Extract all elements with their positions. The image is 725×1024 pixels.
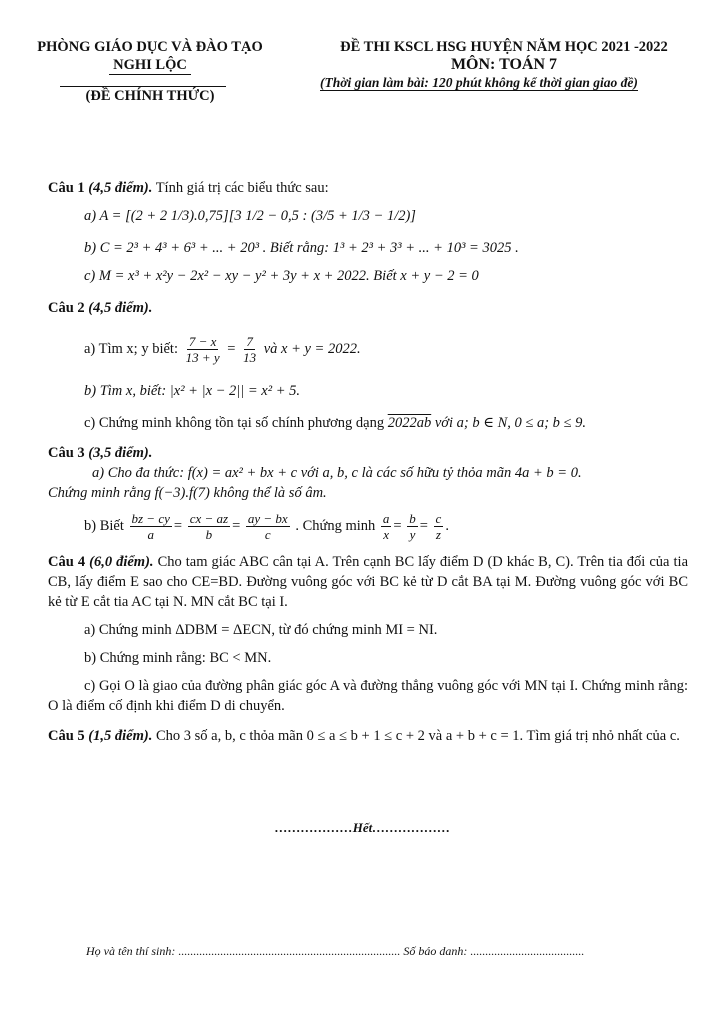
question-1c: c) M = x³ + x²y − 2x² − xy − y² + 3y + x + 2022. Biết x + y − 2 = 0 (84, 268, 479, 284)
fraction: $\frac{a}{x}$ (382, 511, 390, 542)
question-1a: a) A = [(2 + 2 1/3).0,75][3 1/2 − 0,5 : (3/5 + 1/3 − 1/2)] (84, 208, 416, 224)
department-header (20, 38, 280, 105)
fraction: $\frac{b}{y}$ (409, 511, 416, 542)
exam-header (298, 38, 710, 92)
question-3-heading: Câu 3 (3,5 điểm). (48, 445, 153, 461)
question-2-heading: Câu 2 (4,5 điểm). (48, 300, 153, 316)
question-5: Câu 5 (1,5 điểm). Cho 3 số a, b, c thỏa mãn 0 ≤ a ≤ b + 1 ≤ c + 2 và a + b + c = 1. Tìm giá trị nhỏ nhất của c. (48, 728, 680, 744)
question-4-intro: Câu 4 (6,0 điểm). Cho tam giác ABC cân tại A. Trên cạnh BC lấy điểm D (D khác B, C). Trên tia đối của tia CB, lấy điểm E sao cho CE=BD. Đường vuông góc với BC kẻ từ D cắt BA tại M. Đường vuông góc với BC kẻ từ E cắt tia AC tại N. MN cắt BC tại I. (48, 554, 689, 610)
candidate-footer (86, 944, 676, 959)
candidate-name-label: Họ và tên thí sinh: .......................................................................... (86, 944, 401, 958)
question-3b: b) Biết $\frac{bz - cy}{a}$ = $\frac{cx - az}{b}$ = $\frac{ay - bx}{c}$ . Chứng minh $\frac{a}{x}$ = $\frac{b}{y}$ = $\frac{c}{z}$ . (84, 511, 449, 542)
fraction: $\frac{ay - bx}{c}$ (247, 511, 288, 542)
question-1-heading: Câu 1 (4,5 điểm). Tính giá trị các biểu thức sau: (48, 180, 329, 196)
fraction: $\frac{cx - az}{b}$ (189, 511, 229, 542)
department-name: PHÒNG GIÁO DỤC VÀ ĐÀO TẠO (37, 39, 263, 55)
fraction: $\frac{7 - x}{13 + y}$ (185, 334, 220, 365)
question-4a: a) Chứng minh ΔDBM = ΔECN, từ đó chứng minh MI = NI. (84, 622, 438, 638)
question-2b: b) Tìm x, biết: |x² + |x − 2|| = x² + 5. (84, 383, 300, 399)
official-label: (ĐỀ CHÍNH THỨC) (85, 88, 215, 104)
question-2c: c) Chứng minh không tồn tại số chính phương dạng 2022ab với a; b ∈ N, 0 ≤ a; b ≤ 9. (84, 415, 587, 431)
question-4c: c) Gọi O là giao của đường phân giác góc A và đường thẳng vuông góc với MN tại I. Chứng minh rằng: O là điểm cố định khi điểm D di chuyển. (48, 678, 688, 714)
question-4b: b) Chứng minh rằng: BC < MN. (84, 650, 272, 666)
exam-title: ĐỀ THI KSCL HSG HUYỆN NĂM HỌC 2021 -2022 (340, 39, 668, 55)
fraction: $\frac{7}{13}$ (243, 334, 257, 365)
exam-content (48, 178, 688, 746)
question-1b: b) C = 2³ + 4³ + 6³ + ... + 20³ . Biết rằng: 1³ + 2³ + 3³ + ... + 10³ = 3025 . (84, 240, 519, 256)
question-3a-line1: a) Cho đa thức: f(x) = ax² + bx + c với a, b, c là các số hữu tỷ thỏa mãn 4a + b = 0. (92, 465, 582, 481)
fraction: $\frac{bz - cy}{a}$ (131, 511, 170, 542)
question-3a-line2: Chứng minh rằng f(−3).f(7) không thể là số âm. (48, 485, 327, 501)
exam-time-note: (Thời gian làm bài: 120 phút không kể thời gian giao đề) (320, 75, 638, 90)
exam-subject: MÔN: TOÁN 7 (450, 56, 558, 73)
end-marker: ………………Hết……………… (274, 820, 451, 835)
candidate-id-label: Số báo danh: ...................................... (403, 944, 585, 958)
header-divider (60, 86, 226, 87)
overlined-number: 2022ab (387, 415, 432, 431)
fraction: $\frac{c}{z}$ (435, 511, 442, 542)
question-2a: a) Tìm x; y biết: $\frac{7 - x}{13 + y}$ = $\frac{7}{13}$ và x + y = 2022. (84, 334, 361, 365)
district-name: NGHI LỘC (109, 56, 191, 75)
